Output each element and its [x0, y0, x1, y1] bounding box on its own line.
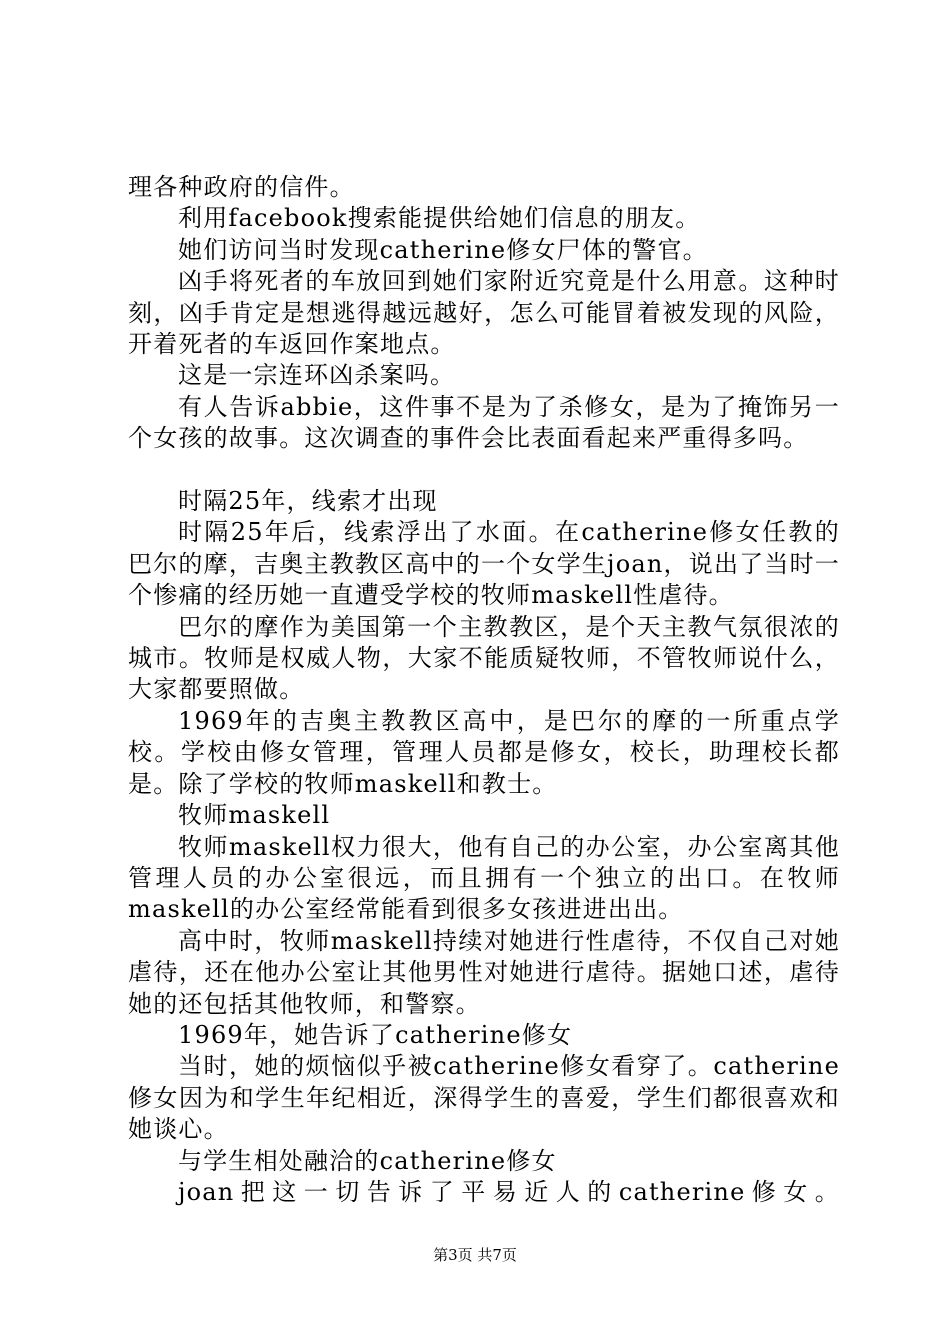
paragraph: 1969年的吉奥主教教区高中，是巴尔的摩的一所重点学校。学校由修女管理，管理人员都是修女，校长，助理校长都是。除了学校的牧师maskell和教士。: [128, 706, 840, 798]
paragraph: 这是一宗连环凶杀案吗。: [178, 361, 456, 390]
section-heading: 1969年，她告诉了catherine修女: [178, 1020, 573, 1049]
paragraph: 时隔25年后，线索浮出了水面。在catherine修女任教的巴尔的摩，吉奥主教教区高中的一个女学生joan，说出了当时一个惨痛的经历她一直遭受学校的牧师maskell性虐待。: [128, 518, 840, 610]
paragraph: 有人告诉abbie，这件事不是为了杀修女，是为了掩饰另一个女孩的故事。这次调查的事件会比表面看起来严重得多吗。: [128, 392, 840, 453]
paragraph: 她们访问当时发现catherine修女尸体的警官。: [178, 235, 708, 264]
paragraph: 巴尔的摩作为美国第一个主教教区，是个天主教气氛很浓的城市。牧师是权威人物，大家不能质疑牧师，不管牧师说什么，大家都要照做。: [128, 612, 840, 704]
page-footer: 第3页 共7页: [433, 1246, 517, 1264]
section-heading: 牧师maskell: [178, 801, 331, 830]
blank-line: [128, 455, 840, 486]
document-body: [128, 172, 840, 1208]
paragraph: joan把这一切告诉了平易近人的catherine修女。: [178, 1177, 840, 1206]
paragraph: 利用facebook搜索能提供给她们信息的朋友。: [178, 204, 701, 233]
paragraph: 牧师maskell权力很大，他有自己的办公室，办公室离其他管理人员的办公室很远，而且拥有一个独立的出口。在牧师maskell的办公室经常能看到很多女孩进进出出。: [128, 832, 840, 924]
section-heading: 与学生相处融洽的catherine修女: [178, 1146, 557, 1175]
paragraph: 高中时，牧师maskell持续对她进行性虐待，不仅自己对她虐待，还在他办公室让其他男性对她进行虐待。据她口述，虐待她的还包括其他牧师，和警察。: [128, 926, 840, 1018]
paragraph: 理各种政府的信件。: [128, 173, 355, 201]
paragraph: 凶手将死者的车放回到她们家附近究竟是什么用意。这种时刻，凶手肯定是想逃得越远越好，怎么可能冒着被发现的风险，开着死者的车返回作案地点。: [128, 267, 840, 359]
paragraph: 当时，她的烦恼似乎被catherine修女看穿了。catherine修女因为和学生年纪相近，深得学生的喜爱，学生们都很喜欢和她谈心。: [128, 1052, 840, 1144]
section-heading: 时隔25年，线索才出现: [178, 487, 438, 516]
